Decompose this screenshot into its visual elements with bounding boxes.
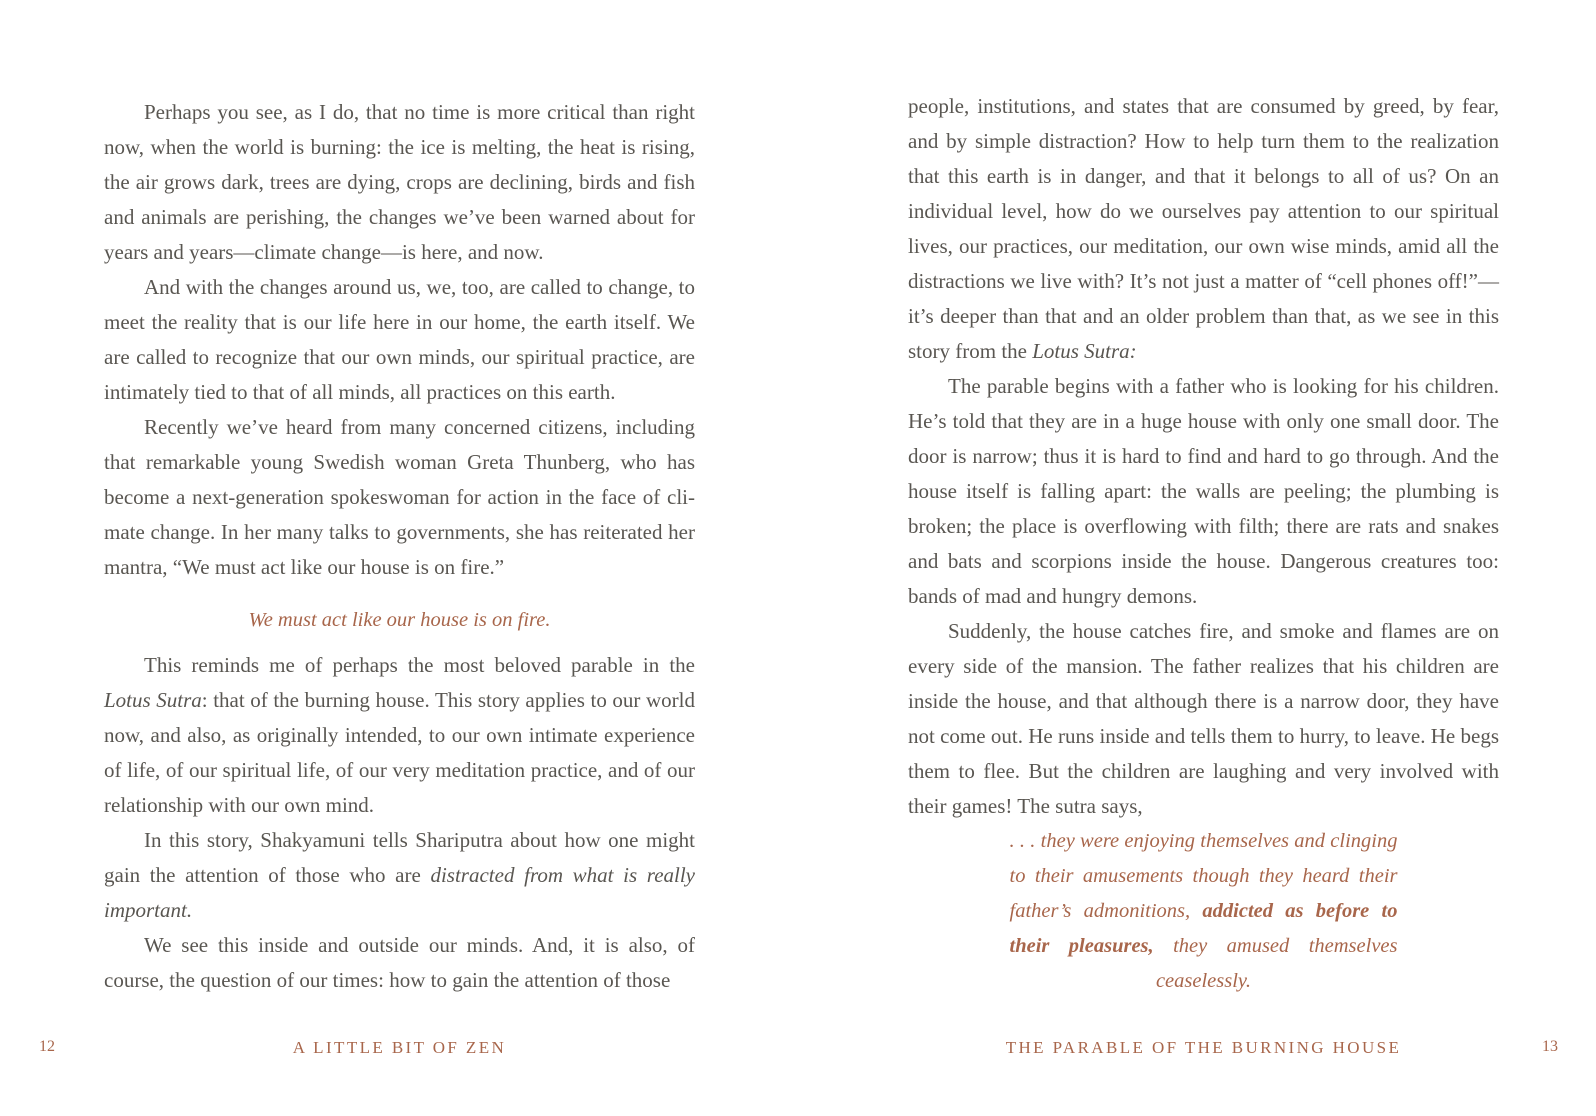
quote-emphasis-bold: addicted as before to their pleasures, — [1009, 900, 1398, 957]
quote-text: . . . they were enjoying themselves and clinging to their amusements though they heard their father’s admonitions, — [1009, 830, 1398, 922]
page-number: 12 — [39, 1038, 55, 1055]
paragraph: And with the changes around us, we, too, are called to change, to meet the reality that is our life here in our home, the earth itself. We are called to recognize that our own minds, our spiritual practice, are intimately tied to that of all minds, all practices on this earth. — [104, 275, 695, 404]
paragraph: The parable begins with a father who is looking for his children. He’s told that they are in a huge house with only one small door. The door is narrow; thus it is hard to find and hard to go through. And the house itself is falling apart: the walls are peeling; the plumbing is broken; the place is overflowing with filth; there are rats and snakes and bats and scorpions inside the house. Dangerous creatures too: bands of mad and hungry demons. — [908, 374, 1499, 608]
paragraph-text: In this story, Shakyamuni tells Shariputra about how one might gain the attention of those who are — [104, 828, 695, 887]
book-title-italic: Lotus Sutra: — [1032, 339, 1137, 363]
paragraph: Suddenly, the house catches fire, and smoke and flames are on every side of the mansion. The father realizes that his children are inside the house, and that although there is a narrow door, they have not come out. He runs inside and tells them to hurry, to leave. He begs them to flee. But the children are laughing and very involved with their games! The sutra says, — [908, 619, 1499, 818]
paragraph-continuation — [908, 89, 1499, 369]
paragraph: Recently we’ve heard from many concerned citizens, including that remarkable young Swedish woman Greta Thunberg, who has become a next-generation spokeswoman for action in the face of climate change. In her many talks to governments, she has reiterated her mantra, “We must act like our house is on fire.” — [104, 415, 695, 579]
book-title-italic: Lotus Sutra — [104, 688, 202, 712]
quote-text: they amused themselves ceaselessly. — [1153, 935, 1398, 992]
running-head: THE PARABLE OF THE BURNING HOUSE — [1005, 1038, 1402, 1057]
paragraph: Perhaps you see, as I do, that no time is more critical than right now, when the world is burning: the ice is melting, the heat is rising, the air grows dark, trees are dying, crops are declining, birds and fish and animals are perishing, the changes we’ve been warned about for years and years—climate change—is here, and now. — [104, 100, 695, 264]
running-head: A LITTLE BIT OF ZEN — [292, 1038, 507, 1057]
page-number: 13 — [1542, 1038, 1558, 1055]
emphasis-italic: distracted from what is really important. — [104, 863, 695, 922]
paragraph: We see this inside and outside our minds. And, it is also, of course, the question of our times: how to gain the attention of those — [104, 933, 695, 992]
sutra-block-quote — [1010, 824, 1398, 999]
right-page — [798, 0, 1596, 1116]
paragraph — [104, 648, 695, 823]
paragraph-text: people, institutions, and states that are consumed by greed, by fear, and by simple distraction? How to help turn them to the realization that this earth is in danger, and that it belongs to all of us? On an individual level, how do we ourselves pay attention to our spiritual lives, our practices, our meditation, our own wise minds, amid all the distractions we live with? It’s not just a matter of “cell phones off!”—it’s deeper than that and an older problem than that, as we see in this story from the — [908, 94, 1499, 363]
paragraph-text: : that of the burning house. This story applies to our world now, and also, as originally intended, to our own intimate experience of life, of our spiritual life, of our very meditation practice, and of our relationship with our own mind. — [104, 688, 695, 817]
left-page-body — [104, 95, 695, 998]
pull-quote: We must act like our house is on fire. — [248, 609, 551, 631]
right-page-body — [908, 89, 1499, 999]
paragraph — [104, 823, 695, 928]
paragraph-text: This reminds me of perhaps the most beloved parable in the — [144, 653, 695, 677]
